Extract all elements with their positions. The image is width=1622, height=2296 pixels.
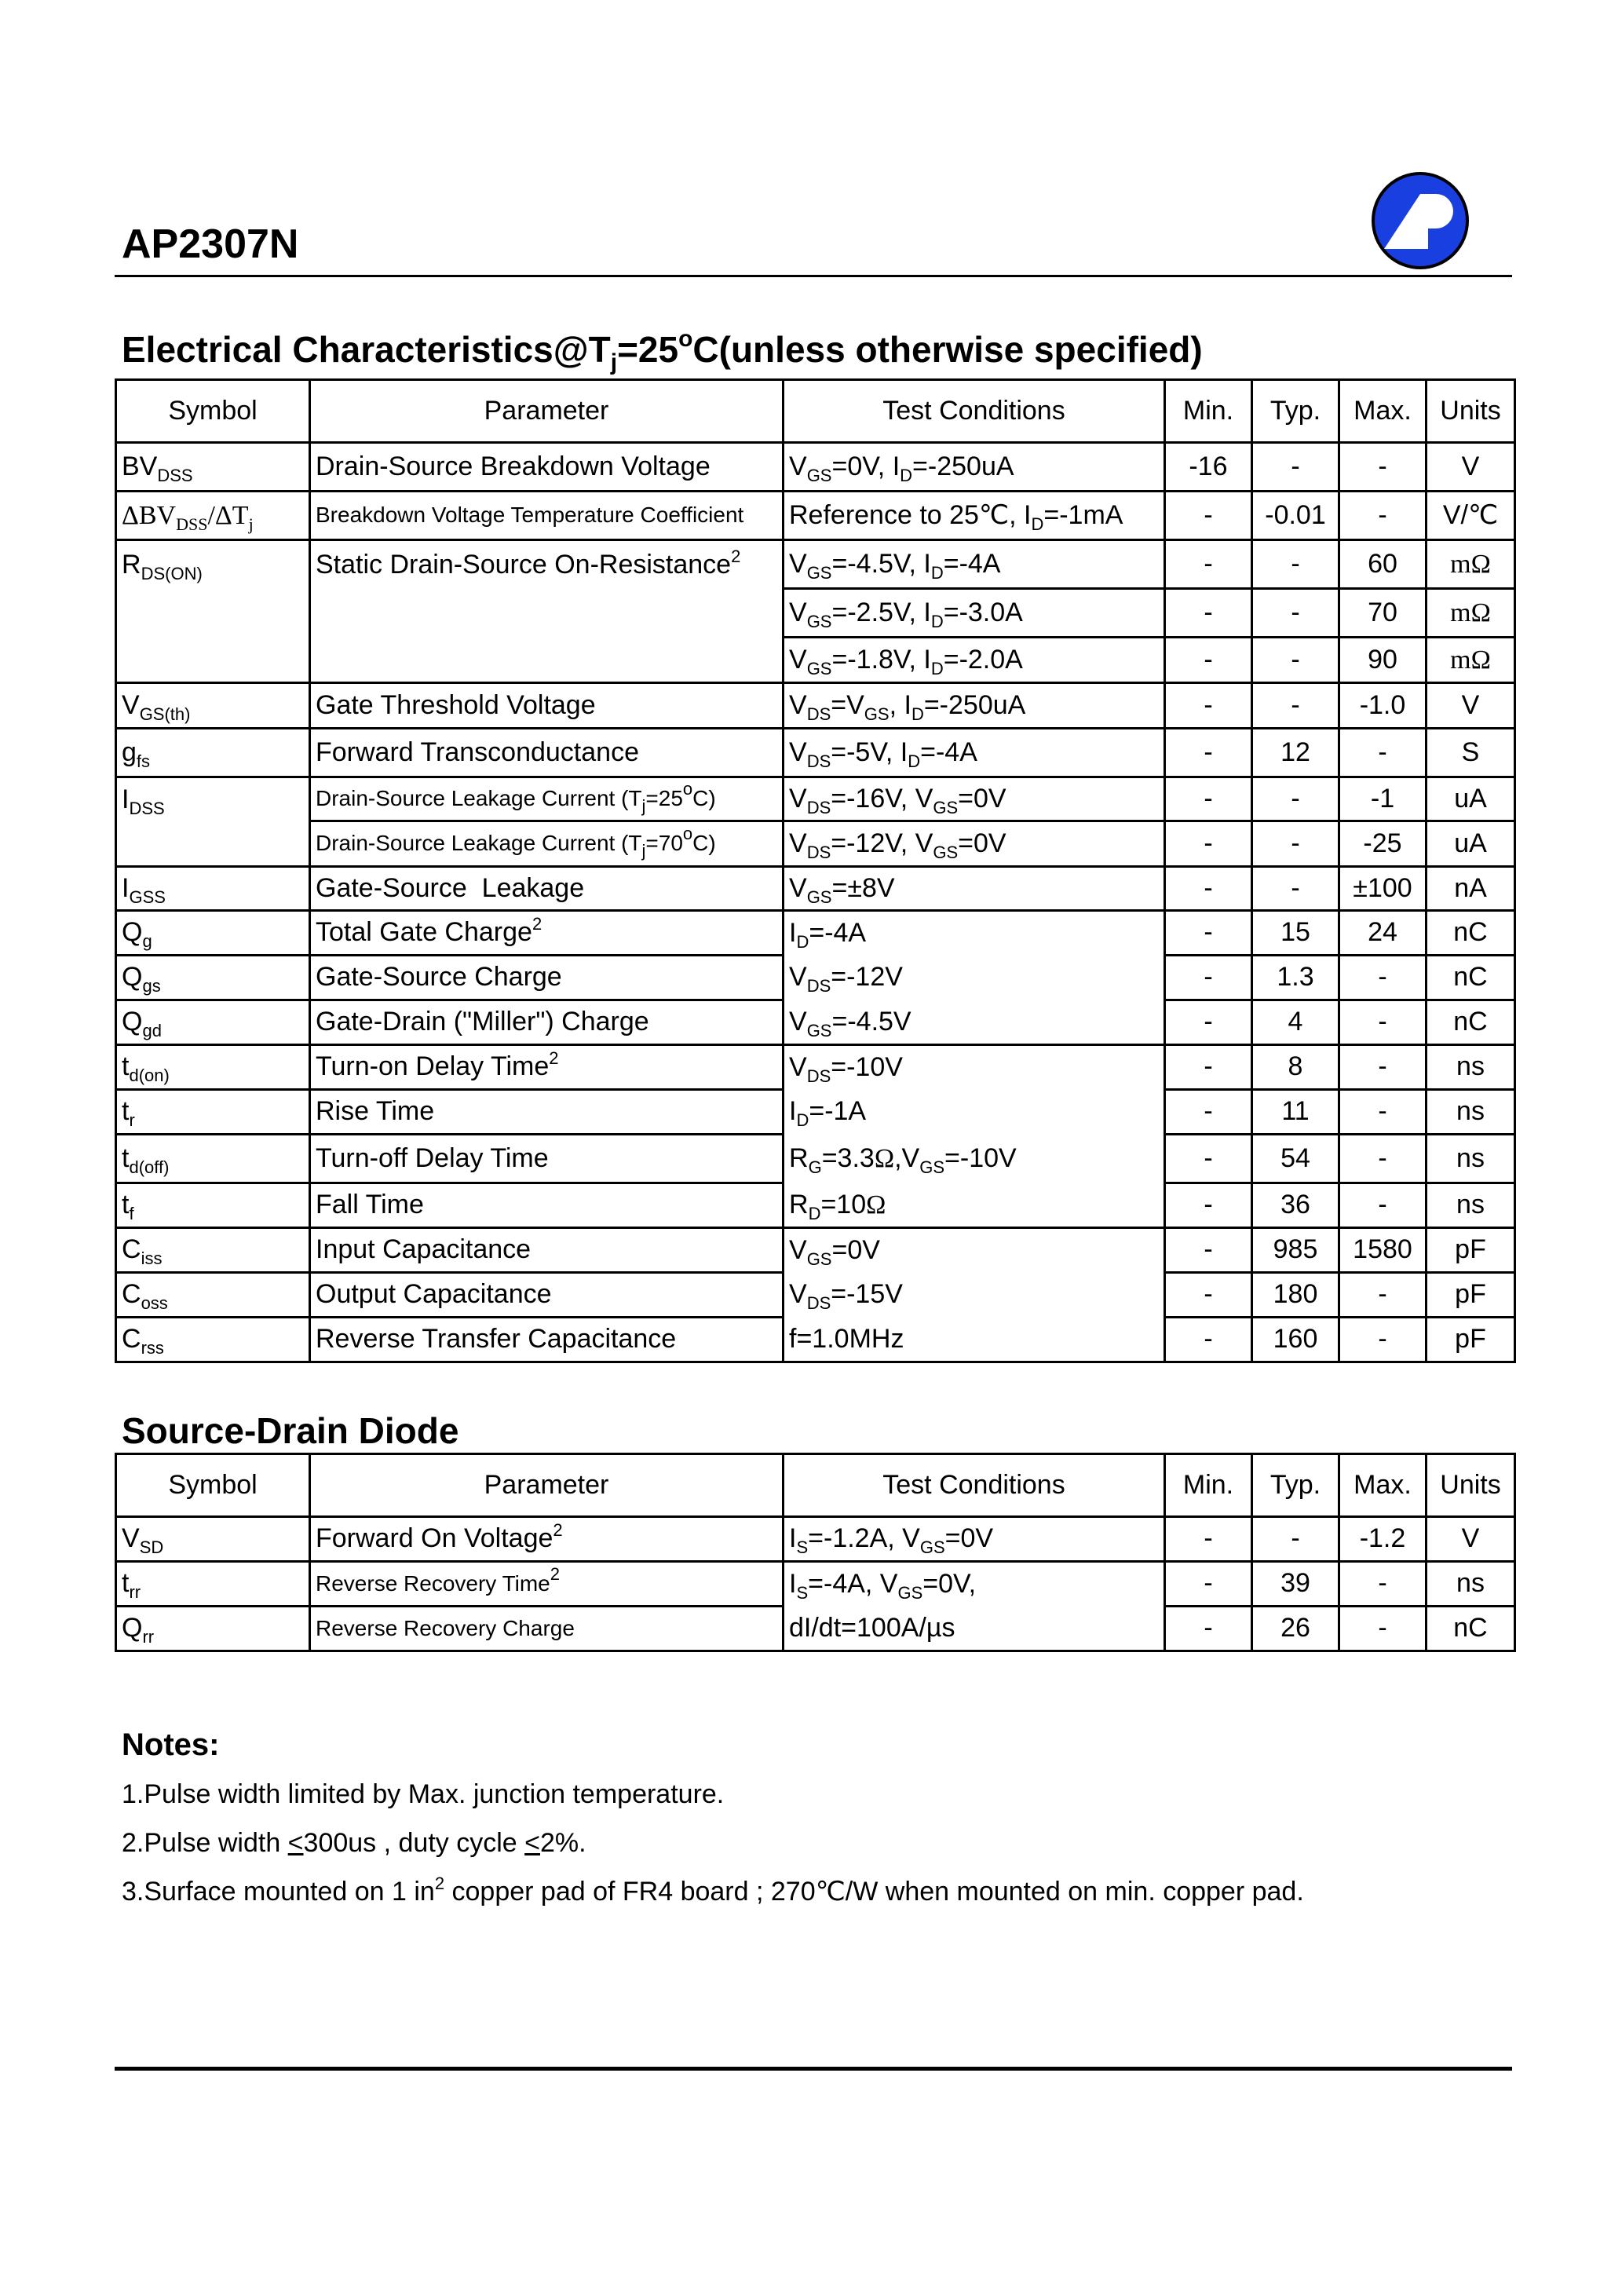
units-cell: V bbox=[1427, 1517, 1515, 1562]
typ-cell: - bbox=[1252, 683, 1339, 729]
symbol-cell: $t_f$ bbox=[116, 1183, 310, 1228]
parameter-cell: Drain-Source Breakdown Voltage bbox=[310, 443, 784, 492]
min-cell: - bbox=[1165, 1228, 1252, 1273]
min-cell: - bbox=[1165, 1090, 1252, 1135]
typ-cell: - bbox=[1252, 821, 1339, 867]
typ-cell: - bbox=[1252, 540, 1339, 589]
typ-cell: 4 bbox=[1252, 1000, 1339, 1045]
table-row bbox=[116, 683, 1515, 729]
units-cell: S bbox=[1427, 729, 1515, 777]
symbol-cell: $I_{GSS}$ bbox=[116, 867, 310, 911]
max-cell: - bbox=[1339, 729, 1427, 777]
test-conditions-cell: dI/dt=100A/µs bbox=[784, 1607, 1165, 1651]
table-row bbox=[116, 956, 1515, 1000]
typ-cell: - bbox=[1252, 638, 1339, 683]
units-cell: pF bbox=[1427, 1228, 1515, 1273]
table-row bbox=[116, 638, 1515, 683]
column-header-min: Min. bbox=[1165, 1454, 1252, 1517]
max-cell: -1.2 bbox=[1339, 1517, 1427, 1562]
test-conditions-cell: $V_{DS}=-10V$ bbox=[784, 1045, 1165, 1090]
typ-cell: -0.01 bbox=[1252, 492, 1339, 540]
table-row bbox=[116, 1562, 1515, 1607]
units-cell: pF bbox=[1427, 1318, 1515, 1362]
column-header-max: Max. bbox=[1339, 380, 1427, 443]
min-cell: - bbox=[1165, 867, 1252, 911]
header-rule bbox=[115, 275, 1512, 277]
test-conditions-cell: $R_G=3.3\Omega,V_{GS}=-10V$ bbox=[784, 1135, 1165, 1183]
parameter-cell: Drain-Source Leakage Current $(T_j=70^oC)$ bbox=[310, 821, 784, 867]
min-cell: - bbox=[1165, 777, 1252, 821]
units-cell: V bbox=[1427, 683, 1515, 729]
table-row bbox=[116, 1000, 1515, 1045]
typ-cell: - bbox=[1252, 589, 1339, 638]
min-cell: - bbox=[1165, 1135, 1252, 1183]
parameter-cell: Turn-off Delay Time bbox=[310, 1135, 784, 1183]
table-row bbox=[116, 1318, 1515, 1362]
table-row bbox=[116, 729, 1515, 777]
symbol-cell: $I_{DSS}$ bbox=[116, 777, 310, 821]
source-drain-header-row bbox=[116, 1454, 1515, 1517]
electrical-characteristics-table bbox=[115, 378, 1516, 1363]
column-header-parameter: Parameter bbox=[310, 380, 784, 443]
parameter-cell: Breakdown Voltage Temperature Coefficient bbox=[310, 492, 784, 540]
units-cell: ns bbox=[1427, 1562, 1515, 1607]
typ-cell: 8 bbox=[1252, 1045, 1339, 1090]
table-row bbox=[116, 1273, 1515, 1318]
column-header-max: Max. bbox=[1339, 1454, 1427, 1517]
parameter-cell: Reverse Recovery Time$^2$ bbox=[310, 1562, 784, 1607]
min-cell: - bbox=[1165, 1562, 1252, 1607]
parameter-cell bbox=[310, 638, 784, 683]
symbol-cell bbox=[116, 589, 310, 638]
max-cell: -1.0 bbox=[1339, 683, 1427, 729]
parameter-cell: Rise Time bbox=[310, 1090, 784, 1135]
typ-cell: 1.3 bbox=[1252, 956, 1339, 1000]
parameter-cell: Drain-Source Leakage Current $(T_j=25^oC)$ bbox=[310, 777, 784, 821]
symbol-cell: $C_{rss}$ bbox=[116, 1318, 310, 1362]
max-cell: - bbox=[1339, 1318, 1427, 1362]
typ-cell: - bbox=[1252, 1517, 1339, 1562]
parameter-cell: Static Drain-Source On-Resistance$^2$ bbox=[310, 540, 784, 589]
table-row bbox=[116, 1228, 1515, 1273]
max-cell: ±100 bbox=[1339, 867, 1427, 911]
max-cell: -25 bbox=[1339, 821, 1427, 867]
max-cell: - bbox=[1339, 1045, 1427, 1090]
max-cell: 1580 bbox=[1339, 1228, 1427, 1273]
units-cell: ns bbox=[1427, 1183, 1515, 1228]
table-row bbox=[116, 589, 1515, 638]
symbol-cell: $t_{d(on)}$ bbox=[116, 1045, 310, 1090]
typ-cell: 11 bbox=[1252, 1090, 1339, 1135]
units-cell: pF bbox=[1427, 1273, 1515, 1318]
column-header-symbol: Symbol bbox=[116, 380, 310, 443]
min-cell: - bbox=[1165, 540, 1252, 589]
max-cell: - bbox=[1339, 1183, 1427, 1228]
symbol-cell: $Q_{gs}$ bbox=[116, 956, 310, 1000]
test-conditions-cell: $V_{GS}=0V$ bbox=[784, 1228, 1165, 1273]
max-cell: - bbox=[1339, 1607, 1427, 1651]
test-conditions-cell: $V_{DS}=-12V$, $V_{GS}=0V$ bbox=[784, 821, 1165, 867]
typ-cell: - bbox=[1252, 443, 1339, 492]
min-cell: - bbox=[1165, 1045, 1252, 1090]
units-cell: uA bbox=[1427, 821, 1515, 867]
column-header-test-conditions: Test Conditions bbox=[784, 1454, 1165, 1517]
test-conditions-cell: $V_{GS}=-4.5V$, $I_D=-4A$ bbox=[784, 540, 1165, 589]
symbol-cell: $t_r$ bbox=[116, 1090, 310, 1135]
max-cell: - bbox=[1339, 1000, 1427, 1045]
parameter-cell: Input Capacitance bbox=[310, 1228, 784, 1273]
typ-cell: 26 bbox=[1252, 1607, 1339, 1651]
max-cell: -1 bbox=[1339, 777, 1427, 821]
symbol-cell: $Q_{gd}$ bbox=[116, 1000, 310, 1045]
notes-section bbox=[122, 1727, 1304, 1924]
column-header-units: Units bbox=[1427, 380, 1515, 443]
units-cell: V bbox=[1427, 443, 1515, 492]
typ-cell: - bbox=[1252, 867, 1339, 911]
min-cell: - bbox=[1165, 821, 1252, 867]
test-conditions-cell: $I_D=-1A$ bbox=[784, 1090, 1165, 1135]
test-conditions-cell: $V_{DS}=-5V$, $I_D=-4A$ bbox=[784, 729, 1165, 777]
table-row bbox=[116, 777, 1515, 821]
column-header-units: Units bbox=[1427, 1454, 1515, 1517]
typ-cell: - bbox=[1252, 777, 1339, 821]
max-cell: - bbox=[1339, 1135, 1427, 1183]
parameter-cell: Turn-on Delay Time$^2$ bbox=[310, 1045, 784, 1090]
note-2: 2.Pulse width <300us , duty cycle <2%. bbox=[122, 1828, 586, 1859]
max-cell: - bbox=[1339, 1562, 1427, 1607]
parameter-cell: Gate Threshold Voltage bbox=[310, 683, 784, 729]
min-cell: - bbox=[1165, 1318, 1252, 1362]
table-row bbox=[116, 911, 1515, 956]
parameter-cell: Reverse Recovery Charge bbox=[310, 1607, 784, 1651]
typ-cell: 39 bbox=[1252, 1562, 1339, 1607]
symbol-cell: $C_{iss}$ bbox=[116, 1228, 310, 1273]
units-cell: ns bbox=[1427, 1045, 1515, 1090]
source-drain-diode-table bbox=[115, 1453, 1516, 1652]
table-row bbox=[116, 492, 1515, 540]
column-header-test-conditions: Test Conditions bbox=[784, 380, 1165, 443]
notes-title: Notes: bbox=[122, 1727, 220, 1762]
part-number-title: AP2307N bbox=[122, 221, 299, 267]
min-cell: - bbox=[1165, 638, 1252, 683]
max-cell: 24 bbox=[1339, 911, 1427, 956]
units-cell: nC bbox=[1427, 1607, 1515, 1651]
symbol-cell: $V_{SD}$ bbox=[116, 1517, 310, 1562]
max-cell: - bbox=[1339, 443, 1427, 492]
parameter-cell: Forward On Voltage$^2$ bbox=[310, 1517, 784, 1562]
table-row bbox=[116, 1135, 1515, 1183]
symbol-cell: $g_{fs}$ bbox=[116, 729, 310, 777]
typ-cell: 54 bbox=[1252, 1135, 1339, 1183]
units-cell: nA bbox=[1427, 867, 1515, 911]
typ-cell: 36 bbox=[1252, 1183, 1339, 1228]
test-conditions-cell: $I_S=-1.2A$, $V_{GS}=0V$ bbox=[784, 1517, 1165, 1562]
units-cell: mΩ bbox=[1427, 540, 1515, 589]
typ-cell: 160 bbox=[1252, 1318, 1339, 1362]
typ-cell: 985 bbox=[1252, 1228, 1339, 1273]
test-conditions-cell: $V_{GS}=\pm 8V$ bbox=[784, 867, 1165, 911]
symbol-cell: $t_{rr}$ bbox=[116, 1562, 310, 1607]
table-row bbox=[116, 540, 1515, 589]
parameter-cell: Total Gate Charge$^2$ bbox=[310, 911, 784, 956]
parameter-cell: Gate-Source Leakage bbox=[310, 867, 784, 911]
test-conditions-cell: $V_{DS}=V_{GS}$, $I_D=-250uA$ bbox=[784, 683, 1165, 729]
units-cell: nC bbox=[1427, 1000, 1515, 1045]
min-cell: - bbox=[1165, 1183, 1252, 1228]
min-cell: - bbox=[1165, 1517, 1252, 1562]
column-header-parameter: Parameter bbox=[310, 1454, 784, 1517]
table-row bbox=[116, 1183, 1515, 1228]
max-cell: - bbox=[1339, 1273, 1427, 1318]
max-cell: - bbox=[1339, 956, 1427, 1000]
min-cell: - bbox=[1165, 1607, 1252, 1651]
symbol-cell: $C_{oss}$ bbox=[116, 1273, 310, 1318]
min-cell: -16 bbox=[1165, 443, 1252, 492]
column-header-typ: Typ. bbox=[1252, 1454, 1339, 1517]
min-cell: - bbox=[1165, 729, 1252, 777]
units-cell: nC bbox=[1427, 956, 1515, 1000]
test-conditions-cell: $V_{GS}=0V$, $I_D=-250uA$ bbox=[784, 443, 1165, 492]
table-row bbox=[116, 867, 1515, 911]
units-cell: ns bbox=[1427, 1135, 1515, 1183]
max-cell: 70 bbox=[1339, 589, 1427, 638]
symbol-cell: $R_{DS(ON)}$ bbox=[116, 540, 310, 589]
note-3: 3.Surface mounted on 1 $in^2$ copper pad of FR4 board ; 270℃/W when mounted on min. copper pad. bbox=[122, 1874, 1304, 1907]
test-conditions-cell: Reference to 25℃, $I_D=-1mA$ bbox=[784, 492, 1165, 540]
test-conditions-cell: $I_D=-4A$ bbox=[784, 911, 1165, 956]
units-cell: V/℃ bbox=[1427, 492, 1515, 540]
test-conditions-cell: $I_S=-4A$, $V_{GS}=0V$, bbox=[784, 1562, 1165, 1607]
max-cell: - bbox=[1339, 492, 1427, 540]
parameter-cell: Reverse Transfer Capacitance bbox=[310, 1318, 784, 1362]
column-header-typ: Typ. bbox=[1252, 380, 1339, 443]
parameter-cell: Fall Time bbox=[310, 1183, 784, 1228]
typ-cell: 15 bbox=[1252, 911, 1339, 956]
table-row bbox=[116, 1517, 1515, 1562]
units-cell: ns bbox=[1427, 1090, 1515, 1135]
min-cell: - bbox=[1165, 956, 1252, 1000]
parameter-cell: Output Capacitance bbox=[310, 1273, 784, 1318]
units-cell: mΩ bbox=[1427, 589, 1515, 638]
min-cell: - bbox=[1165, 1273, 1252, 1318]
min-cell: - bbox=[1165, 911, 1252, 956]
typ-cell: 12 bbox=[1252, 729, 1339, 777]
table-row bbox=[116, 821, 1515, 867]
footer-rule bbox=[115, 2067, 1512, 2071]
test-conditions-cell: $V_{GS}=-1.8V$, $I_D=-2.0A$ bbox=[784, 638, 1165, 683]
max-cell: 90 bbox=[1339, 638, 1427, 683]
symbol-cell: $t_{d(off)}$ bbox=[116, 1135, 310, 1183]
table-row bbox=[116, 1045, 1515, 1090]
min-cell: - bbox=[1165, 1000, 1252, 1045]
min-cell: - bbox=[1165, 589, 1252, 638]
units-cell: mΩ bbox=[1427, 638, 1515, 683]
test-conditions-cell: $V_{DS}=-15V$ bbox=[784, 1273, 1165, 1318]
symbol-cell: $Q_{rr}$ bbox=[116, 1607, 310, 1651]
parameter-cell: Gate-Source Charge bbox=[310, 956, 784, 1000]
test-conditions-cell: $V_{GS}=-4.5V$ bbox=[784, 1000, 1165, 1045]
units-cell: uA bbox=[1427, 777, 1515, 821]
typ-cell: 180 bbox=[1252, 1273, 1339, 1318]
parameter-cell: Forward Transconductance bbox=[310, 729, 784, 777]
symbol-cell: $V_{GS(th)}$ bbox=[116, 683, 310, 729]
min-cell: - bbox=[1165, 683, 1252, 729]
electrical-characteristics-title: Electrical $Characteristics@T_j=25^oC(unless$ otherwise specified) bbox=[122, 326, 1203, 375]
parameter-cell: Gate-Drain ("Miller") Charge bbox=[310, 1000, 784, 1045]
parameter-cell bbox=[310, 589, 784, 638]
min-cell: - bbox=[1165, 492, 1252, 540]
electrical-header-row bbox=[116, 380, 1515, 443]
company-logo bbox=[1370, 170, 1470, 271]
test-conditions-cell: $V_{GS}=-2.5V$, $I_D=-3.0A$ bbox=[784, 589, 1165, 638]
symbol-cell: $BV_{DSS}$ bbox=[116, 443, 310, 492]
test-conditions-cell: $V_{DS}=-12V$ bbox=[784, 956, 1165, 1000]
units-cell: nC bbox=[1427, 911, 1515, 956]
max-cell: 60 bbox=[1339, 540, 1427, 589]
max-cell: - bbox=[1339, 1090, 1427, 1135]
test-conditions-cell: f=1.0MHz bbox=[784, 1318, 1165, 1362]
table-row bbox=[116, 1607, 1515, 1651]
symbol-cell: $\Delta BV_{DSS}/\Delta T_j$ bbox=[116, 492, 310, 540]
column-header-symbol: Symbol bbox=[116, 1454, 310, 1517]
column-header-min: Min. bbox=[1165, 380, 1252, 443]
symbol-cell: $Q_g$ bbox=[116, 911, 310, 956]
table-row bbox=[116, 1090, 1515, 1135]
symbol-cell bbox=[116, 821, 310, 867]
test-conditions-cell: $V_{DS}=-16V$, $V_{GS}=0V$ bbox=[784, 777, 1165, 821]
source-drain-diode-title: Source-Drain Diode bbox=[122, 1410, 459, 1451]
test-conditions-cell: $R_D=10\Omega$ bbox=[784, 1183, 1165, 1228]
symbol-cell bbox=[116, 638, 310, 683]
table-row bbox=[116, 443, 1515, 492]
note-1: 1.Pulse width limited by Max. junction temperature. bbox=[122, 1779, 725, 1809]
